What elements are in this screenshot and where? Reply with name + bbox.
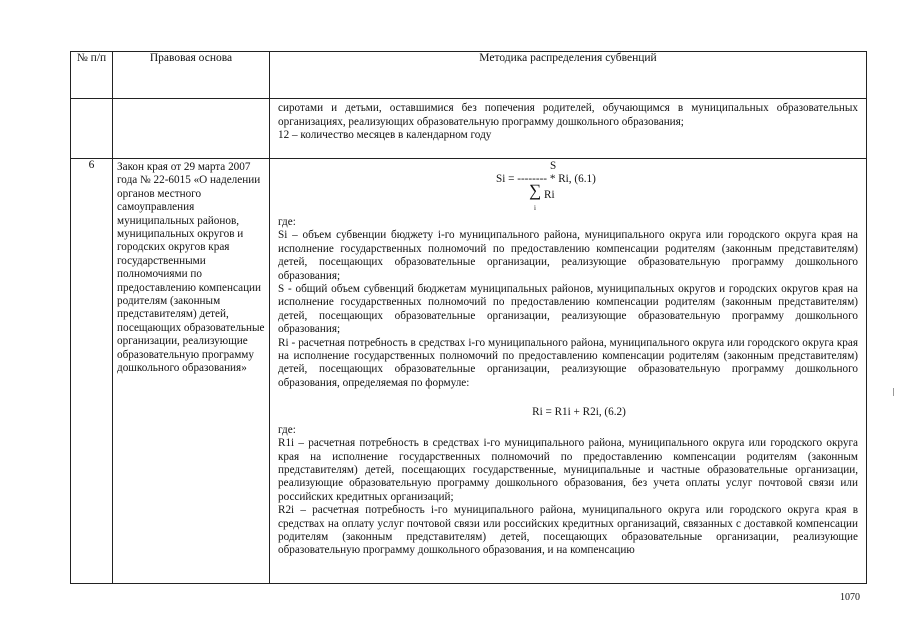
- table-row-continuation: [71, 99, 867, 159]
- legal-basis-cell: [113, 159, 270, 584]
- where-label-2: где:: [278, 423, 296, 436]
- paragraph-r2i: R2i – расчетная потребность i-го муниципального района, муниципального округа или городского округа края в средствах на оплату услуг почтовой связи или российских кредитных организаций, связанных с доставкой компенсации родителям (законным представителям) детей, посещающих образовательные организации, реализующие образовательную программу дошкольного образования, и на компенсацию: [278, 504, 858, 557]
- paragraph-s: S - общий объем субвенций бюджетам муниципальных районов, муниципальных округов и городских округов края на исполнение государственных полномочий по предоставлению компенсации родителям (законным представителям) детей, посещающих образовательные организации, реализующие образовательную программу дошкольного образования;: [278, 283, 858, 336]
- paragraph-si: Si – объем субвенции бюджету i-го муниципального района, муниципального округа или городского округа края на исполнение государственных полномочий по предоставлению компенсации родителям (законным представителям) детей, посещающих образовательные организации, реализующие образовательную программу дошкольного образования;: [278, 229, 858, 282]
- where-label: где:: [278, 216, 296, 228]
- table-header-row: [71, 52, 867, 99]
- months-paragraph: 12 – количество месяцев в календарном году: [278, 129, 492, 141]
- paragraph-ri: Ri - расчетная потребность в средствах i-го муниципального района, муниципального округа или городского округа края на исполнение государственных полномочий по предоставлению компенсации родителям (законным представителям) детей, посещающих образовательные организации, реализующие образовательную программу дошкольного образования, определяемая по формуле:: [278, 336, 858, 389]
- continuation-paragraph: сиротами и детьми, оставшимися без попечения родителей, обучающимся в муниципальных образовательных организациях, реализующих образовательную программу дошкольного образования;: [278, 102, 858, 128]
- header-methodology: Методика распределения субвенций: [270, 52, 867, 99]
- continuation-number-cell: [71, 99, 113, 159]
- header-legal-basis: Правовая основа: [113, 52, 270, 99]
- formula-numerator: S: [550, 160, 557, 172]
- sum-index: i: [534, 204, 536, 212]
- formula-6-1: [278, 160, 858, 216]
- header-number: № п/п: [71, 52, 113, 99]
- law-reference: Закон края от 29 марта 2007 года № 22-6015 «О наделении органов местного самоуправления муниципальных районов, муниципальных округов и городских округов края государственными полномочиями по предоставлению компенсации родителям (законным представителям) детей, посещающих образовательные организации, реализующие образовательную программу дошкольного образования»: [117, 161, 265, 375]
- margin-mark: [893, 388, 894, 396]
- paragraph-r1i: R1i – расчетная потребность в средствах i-го муниципального района, муниципального округа или городского округа края на исполнение государственных полномочий по предоставлению компенсации родителям (законным представителям) детей, посещающих государственные, муниципальные и частные образовательные организации, реализующие образовательную программу дошкольного образования, без учета оплаты услуг почтовой связи или российских кредитных организаций;: [278, 437, 858, 503]
- methodology-cell: [270, 159, 867, 584]
- formula-6-2: Ri = R1i + R2i, (6.2): [532, 406, 626, 419]
- page-number: 1070: [840, 592, 860, 603]
- formula-denominator: Ri: [544, 189, 555, 201]
- table-row-6: [71, 159, 867, 584]
- subvention-table: [70, 51, 867, 584]
- sum-symbol: ∑: [529, 181, 542, 200]
- continuation-basis-cell: [113, 99, 270, 159]
- continuation-method-cell: [270, 99, 867, 159]
- formula-expression: Si = -------- * Ri, (6.1): [496, 173, 596, 185]
- row-number: 6: [71, 159, 113, 584]
